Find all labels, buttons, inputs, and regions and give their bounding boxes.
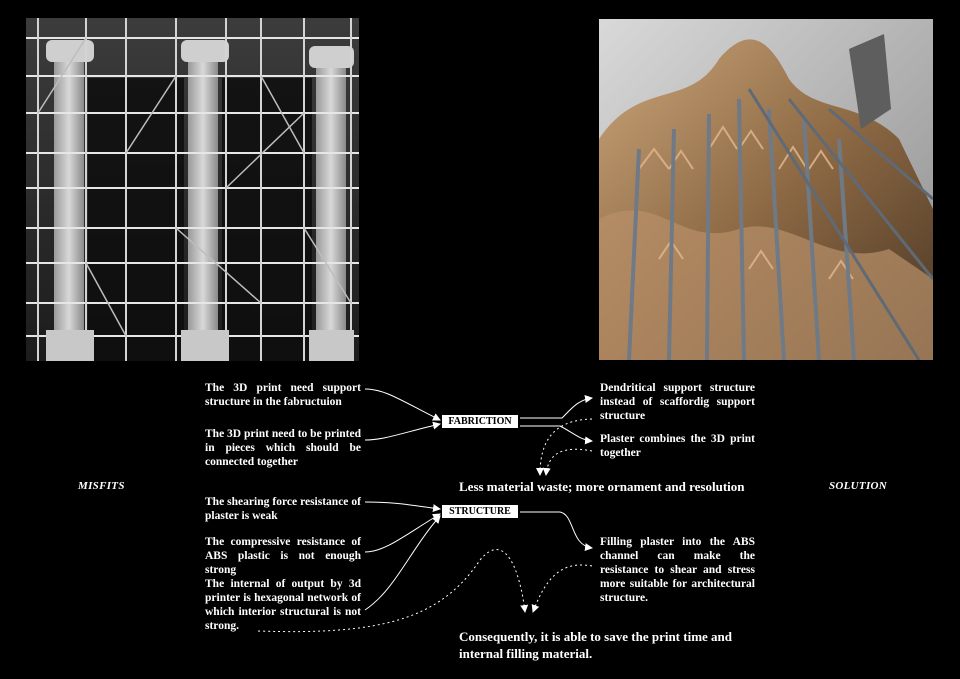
misfit-compressive-resistance: The compressive resistance of ABS plastic is not enough strong xyxy=(205,536,361,576)
solution-plaster-combines: Plaster combines the 3D print together xyxy=(600,433,755,459)
solution-dendritical-support: Dendritical support structure instead of scaffordig support structure xyxy=(600,382,755,422)
result-less-material-waste: Less material waste; more ornament and resolution xyxy=(459,479,745,494)
solution-filling-plaster: Filling plaster into the ABS channel can make the resistance to shear and stress more suitable for architectural structure. xyxy=(600,536,755,604)
structure-box: STRUCTURE xyxy=(442,505,518,518)
misfit-support-structure: The 3D print need support structure in the fabructuion xyxy=(205,382,361,408)
solution-label: SOLUTION xyxy=(829,480,888,492)
misfit-shearing-force: The shearing force resistance of plaster is weak xyxy=(205,496,361,522)
misfits-label: MISFITS xyxy=(78,480,125,492)
fabriction-box: FABRICTION xyxy=(442,415,518,428)
misfit-hexagonal-network: The internal of output by 3d printer is hexagonal network of which interior structural is not strong. xyxy=(205,578,361,632)
result-save-print-time: Consequently, it is able to save the print time and internal filling material. xyxy=(459,629,733,661)
misfit-printed-in-pieces: The 3D print need to be printed in pieces which should be connected together xyxy=(205,428,361,468)
